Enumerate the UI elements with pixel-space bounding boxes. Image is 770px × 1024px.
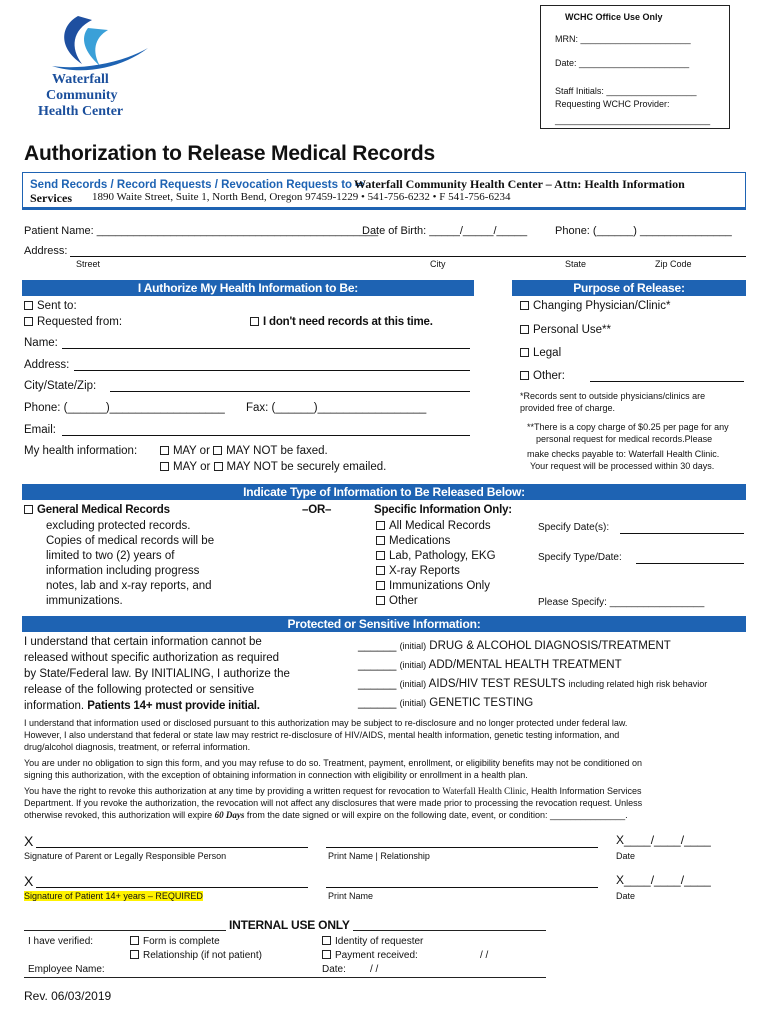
patient-name-field[interactable]: Patient Name: ______________________________________________	[24, 225, 379, 237]
protected-text: I understand that certain information cannot be	[24, 636, 262, 648]
recipient-email-line[interactable]	[62, 435, 470, 436]
zip-label: Zip Code	[655, 259, 692, 269]
general-desc: excluding protected records.	[46, 520, 191, 532]
disclosure-paragraph: However, I also understand that federal or state law may restrict re-disclosure of HIV/AIDS, mental health information, genetic testing information, and	[24, 730, 620, 740]
initial-label: (initial)	[399, 641, 427, 651]
general-desc: limited to two (2) years of	[46, 550, 175, 562]
purpose-note: personal request for medical records.Please	[536, 434, 713, 444]
employee-name-label: Employee Name:	[28, 964, 105, 975]
or-divider: –OR–	[302, 504, 332, 516]
initial-label: (initial)	[399, 679, 427, 689]
specific-checkbox[interactable]	[376, 551, 385, 560]
or-label: or	[200, 461, 211, 473]
services-label: Services	[30, 191, 72, 205]
authorize-header: I Authorize My Health Information to Be:	[22, 280, 474, 296]
waterfall-logo-icon	[30, 8, 158, 78]
payment-date-field[interactable]: / /	[480, 950, 489, 961]
general-desc: immunizations.	[46, 595, 123, 607]
revoke-paragraph: otherwise revoked, this authorization will expire	[24, 810, 213, 820]
revoke-paragraph: Department. If you revoke the authorization, the revocation will not affect any disclosures that were made prior to processing the revocation request. Unless	[24, 798, 643, 808]
identity-checkbox[interactable]	[322, 936, 331, 945]
purpose-header: Purpose of Release:	[512, 280, 746, 296]
general-desc: notes, lab and x-ray reports, and	[46, 580, 212, 592]
parent-print-line[interactable]	[326, 847, 598, 848]
recipient-city-line[interactable]	[110, 391, 470, 392]
identity-label: Identity of requester	[335, 936, 424, 947]
patient-signature-line[interactable]	[36, 887, 308, 888]
may-fax-label: MAY	[173, 445, 197, 457]
may-email-label: MAY	[173, 461, 197, 473]
disclosure-paragraph: drug/alcohol diagnosis, treatment, or referral information.	[24, 742, 251, 752]
purpose-note: **There is a copy charge of $0.25 per page for any	[527, 422, 729, 432]
specific-item: Other	[389, 595, 418, 607]
signature-x: X	[24, 873, 34, 889]
date-label: Date	[616, 891, 636, 901]
may-not-fax-checkbox[interactable]	[213, 446, 222, 455]
logo-line-1: Waterfall	[52, 72, 109, 87]
recipient-address-line[interactable]	[74, 370, 470, 371]
recipient-city-label: City/State/Zip:	[24, 380, 97, 392]
specific-item: X-ray Reports	[389, 565, 460, 577]
patient-signature-label: Signature of Patient 14+ years – REQUIRED	[24, 891, 203, 901]
specify-dates-line[interactable]	[620, 533, 744, 534]
initial-blank[interactable]: ______	[358, 640, 397, 652]
requested-from-checkbox[interactable]	[24, 317, 33, 326]
parent-date-field[interactable]: X____/____/____	[616, 833, 711, 847]
general-desc: information including progress	[46, 565, 200, 577]
relationship-checkbox[interactable]	[130, 950, 139, 959]
specific-checkbox[interactable]	[376, 536, 385, 545]
specific-checkbox[interactable]	[376, 566, 385, 575]
general-records-checkbox[interactable]	[24, 505, 33, 514]
specify-dates-label: Specify Date(s):	[538, 522, 610, 533]
mrn-field[interactable]: MRN: ______________________	[555, 34, 691, 44]
initial-blank[interactable]: ______	[358, 659, 397, 671]
recipient-name-line[interactable]	[62, 348, 470, 349]
send-records-label: Send Records / Record Requests / Revocation Requests to ⇨	[30, 179, 365, 191]
revoke-paragraph: You have the right to revoke this authorization at any time by providing a written request for revocation to	[24, 786, 440, 796]
my-health-info-label: My health information:	[24, 445, 138, 457]
internal-date-label: Date:	[322, 964, 346, 975]
protected-item-label: AIDS/HIV TEST RESULTS	[428, 678, 566, 690]
initial-blank[interactable]: ______	[358, 697, 397, 709]
may-not-email-label: MAY NOT	[226, 461, 278, 473]
logo-line-2: Community	[46, 88, 118, 103]
disclosure-paragraph: I understand that information used or disclosed pursuant to this authorization may be subject to re-disclosure and no longer protected under federal law.	[24, 718, 628, 728]
protected-item-label: GENETIC TESTING	[429, 697, 534, 709]
page-title: Authorization to Release Medical Records	[24, 142, 435, 165]
may-not-email-checkbox[interactable]	[214, 462, 223, 471]
requesting-provider-label: Requesting WCHC Provider:	[555, 99, 670, 109]
relationship-label: Relationship (if not patient)	[143, 950, 262, 961]
specify-type-line[interactable]	[636, 563, 744, 564]
office-use-title: WCHC Office Use Only	[565, 12, 663, 22]
parent-signature-label: Signature of Parent or Legally Responsible Person	[24, 851, 227, 861]
initial-label: (initial)	[399, 660, 427, 670]
sent-to-label: Sent to:	[37, 300, 77, 312]
please-specify-field[interactable]: Please Specify: _________________	[538, 597, 705, 608]
revision-date: Rev. 06/03/2019	[24, 989, 112, 1003]
specify-type-label: Specify Type/Date:	[538, 552, 622, 563]
date-of-birth-field[interactable]: Date of Birth: _____/_____/_____	[362, 225, 528, 237]
recipient-email-label: Email:	[24, 424, 56, 436]
logo-line-3: Health Center	[38, 104, 124, 119]
patient-address-label: Address:	[24, 245, 68, 257]
purpose-checkbox[interactable]	[520, 371, 529, 380]
obligation-paragraph: signing this authorization, with the exception of obtaining information in connection with eligibility or enrollment in a health plan.	[24, 770, 528, 780]
street-label: Street	[76, 259, 101, 269]
protected-text: by State/Federal law. By INITIALING, I authorize the	[24, 668, 290, 680]
initial-label: (initial)	[399, 698, 427, 708]
purpose-item: Changing Physician/Clinic*	[533, 300, 671, 312]
office-use-box	[540, 5, 730, 129]
recipient-name-label: Name:	[24, 337, 58, 349]
requesting-provider-field[interactable]: _______________________________	[555, 115, 711, 125]
protected-header: Protected or Sensitive Information:	[22, 616, 746, 632]
protected-text: released without specific authorization as required	[24, 652, 280, 664]
form-complete-label: Form is complete	[143, 936, 220, 947]
purpose-item: Personal Use**	[533, 324, 611, 336]
print-name-relationship-label: Print Name | Relationship	[328, 851, 430, 861]
internal-date-field[interactable]: / /	[370, 964, 379, 975]
recipient-fax-field[interactable]: Fax: (______)_________________	[246, 402, 427, 414]
dont-need-checkbox[interactable]	[250, 317, 259, 326]
clinic-name: Waterfall Health Clinic,	[442, 786, 529, 796]
may-not-fax-label: MAY NOT	[226, 445, 278, 457]
staff-initials-field[interactable]: Staff Initials: __________________	[555, 86, 697, 96]
print-name-label: Print Name	[328, 891, 374, 901]
office-date-field[interactable]: Date: ______________________	[555, 58, 690, 68]
specific-checkbox[interactable]	[376, 596, 385, 605]
purpose-other-line[interactable]	[590, 381, 744, 382]
dont-need-label: I don't need records at this time.	[263, 316, 433, 328]
initial-blank[interactable]: ______	[358, 678, 397, 690]
purpose-checkbox[interactable]	[520, 301, 529, 310]
specific-item: All Medical Records	[389, 520, 491, 532]
sent-to-checkbox[interactable]	[24, 301, 33, 310]
patients-14-note: Patients 14+ must provide initial.	[87, 700, 260, 712]
purpose-note: provided free of charge.	[520, 403, 616, 413]
signature-x: X	[24, 833, 34, 849]
purpose-item: Legal	[533, 347, 562, 359]
logo	[30, 8, 158, 126]
purpose-checkbox[interactable]	[520, 325, 529, 334]
may-fax-checkbox[interactable]	[160, 446, 169, 455]
patient-address-line[interactable]	[70, 256, 746, 257]
parent-signature-line[interactable]	[36, 847, 308, 848]
protected-text: information.	[24, 700, 85, 712]
payment-checkbox[interactable]	[322, 950, 331, 959]
recipient-address-label: Address:	[24, 359, 70, 371]
general-desc: Copies of medical records will be	[46, 535, 215, 547]
state-label: State	[565, 259, 587, 269]
revoke-paragraph: Health Information Services	[530, 786, 642, 796]
city-label: City	[430, 259, 446, 269]
payment-label: Payment received:	[335, 950, 418, 961]
emailed-label: be securely emailed.	[280, 461, 387, 473]
purpose-checkbox[interactable]	[520, 348, 529, 357]
form-complete-checkbox[interactable]	[130, 936, 139, 945]
specific-item: Medications	[389, 535, 451, 547]
specific-checkbox[interactable]	[376, 521, 385, 530]
general-records-label: General Medical Records	[37, 504, 170, 516]
send-to-name: Waterfall Community Health Center – Attn: Health Information	[354, 177, 685, 191]
may-email-checkbox[interactable]	[160, 462, 169, 471]
specific-info-label: Specific Information Only:	[374, 504, 512, 516]
recipient-phone-field[interactable]: Phone: (______)__________________	[24, 402, 225, 414]
specific-checkbox[interactable]	[376, 581, 385, 590]
info-type-header: Indicate Type of Information to Be Released Below:	[22, 484, 746, 500]
protected-text: release of the following protected or sensitive	[24, 684, 255, 696]
specific-item: Lab, Pathology, EKG	[389, 550, 496, 562]
specific-item: Immunizations Only	[389, 580, 490, 592]
clinic-address: 1890 Waite Street, Suite 1, North Bend, Oregon 97459-1229 • 541-756-6232 • F 541-756-6234	[92, 191, 511, 203]
patient-phone-field[interactable]: Phone: (______) _______________	[555, 225, 732, 237]
date-label: Date	[616, 851, 636, 861]
obligation-paragraph: You are under no obligation to sign this form, and you may refuse to do so. Treatment, payment, enrollment, or eligibility benefits may not be conditioned on	[24, 758, 643, 768]
patient-date-field[interactable]: X____/____/____	[616, 873, 711, 887]
purpose-note: *Records sent to outside physicians/clinics are	[520, 391, 706, 401]
internal-use-title: INTERNAL USE ONLY	[226, 918, 353, 932]
protected-item-extra: including related high risk behavior	[568, 679, 708, 689]
purpose-item: Other:	[533, 370, 565, 382]
revoke-paragraph: from the date signed or will expire on the following date, event, or condition: _______________.	[246, 810, 628, 820]
purpose-note: make checks payable to: Waterfall Health Clinic.	[527, 449, 720, 459]
faxed-label: be faxed.	[280, 445, 328, 457]
protected-item-label: DRUG & ALCOHOL DIAGNOSIS/TREATMENT	[429, 640, 671, 652]
requested-from-label: Requested from:	[37, 316, 123, 328]
verified-label: I have verified:	[28, 936, 94, 947]
protected-item-label: ADD/MENTAL HEALTH TREATMENT	[428, 659, 622, 671]
expiry-days: 60 Days	[214, 810, 245, 820]
patient-print-line[interactable]	[326, 887, 598, 888]
or-label: or	[199, 445, 210, 457]
purpose-note: Your request will be processed within 30 days.	[530, 461, 715, 471]
